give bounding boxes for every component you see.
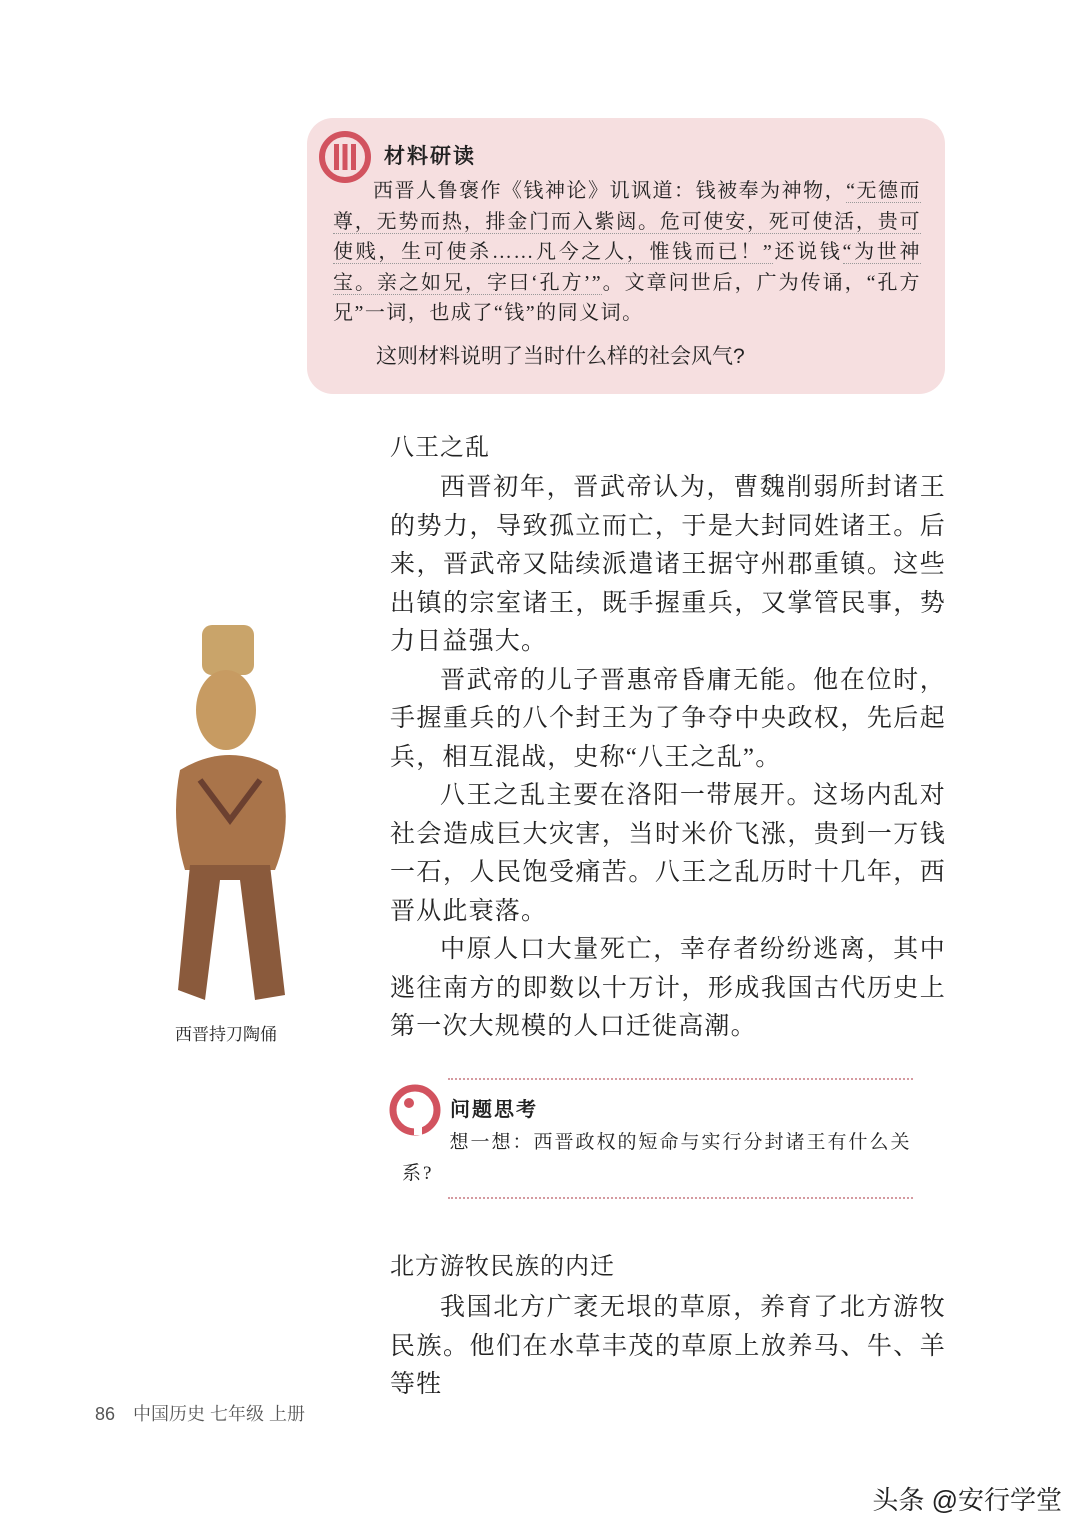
material-text: 西晋人鲁褒作《钱神论》讥讽道：钱被奉为神物，“无德而尊，无势而热，排金门而入紫闼。危可使安，死可使活，贵可使贱，生可使杀……凡今之人，惟钱而已！”还说钱“为世神宝。亲之如兄，字曰‘孔方’”。文章问世后，广为传诵，“孔方兄”一词，也成了“钱”的同义词。: [333, 180, 921, 324]
divider: [448, 1078, 913, 1080]
section-heading: 北方游牧民族的内迁: [390, 1253, 615, 1280]
paragraph: 我国北方广袤无垠的草原，养育了北方游牧民族。他们在水草丰茂的草原上放养马、牛、羊等牲: [390, 1294, 946, 1398]
pottery-figurine-image: [160, 620, 300, 1012]
material-title: 材料研读: [384, 145, 476, 168]
watermark: 头条 @安行学堂: [872, 1485, 1062, 1515]
paragraph: 八王之乱主要在洛阳一带展开。这场内乱对社会造成巨大灾害，当时米价飞涨，贵到一万钱一石，人民饱受痛苦。八王之乱历时十几年，西晋从此衰落。: [390, 782, 946, 925]
page-number: 86: [95, 1404, 116, 1424]
section-body: [390, 469, 946, 1047]
think-text: 想一想：西晋政权的短命与实行分封诸王有什么关系?: [402, 1132, 912, 1184]
think-title: 问题思考: [450, 1099, 538, 1121]
think-box: [388, 1075, 913, 1200]
paragraph: 中原人口大量死亡，幸存者纷纷逃离，其中逃往南方的即数以十万计，形成我国古代历史上第一次大规模的人口迁徙高潮。: [390, 936, 946, 1040]
section-heading: 八王之乱: [390, 434, 490, 461]
paragraph: 西晋初年，晋武帝认为，曹魏削弱所封诸王的势力，导致孤立而亡，于是大封同姓诸王。后来，晋武帝又陆续派遣诸王据守州郡重镇。这些出镇的宗室诸王，既手握重兵，又掌管民事，势力日益强大。: [390, 474, 946, 655]
paragraph: 晋武帝的儿子晋惠帝昏庸无能。他在位时，手握重兵的八个封王为了争夺中央政权，先后起兵，相互混战，史称“八王之乱”。: [390, 666, 946, 771]
book-title: 中国历史 七年级 上册: [133, 1404, 306, 1424]
divider: [448, 1197, 913, 1199]
material-question: 这则材料说明了当时什么样的社会风气?: [376, 345, 745, 368]
page-footer: [95, 1400, 305, 1426]
section-body: [390, 1289, 946, 1405]
figure-caption: 西晋持刀陶俑: [175, 1025, 277, 1044]
